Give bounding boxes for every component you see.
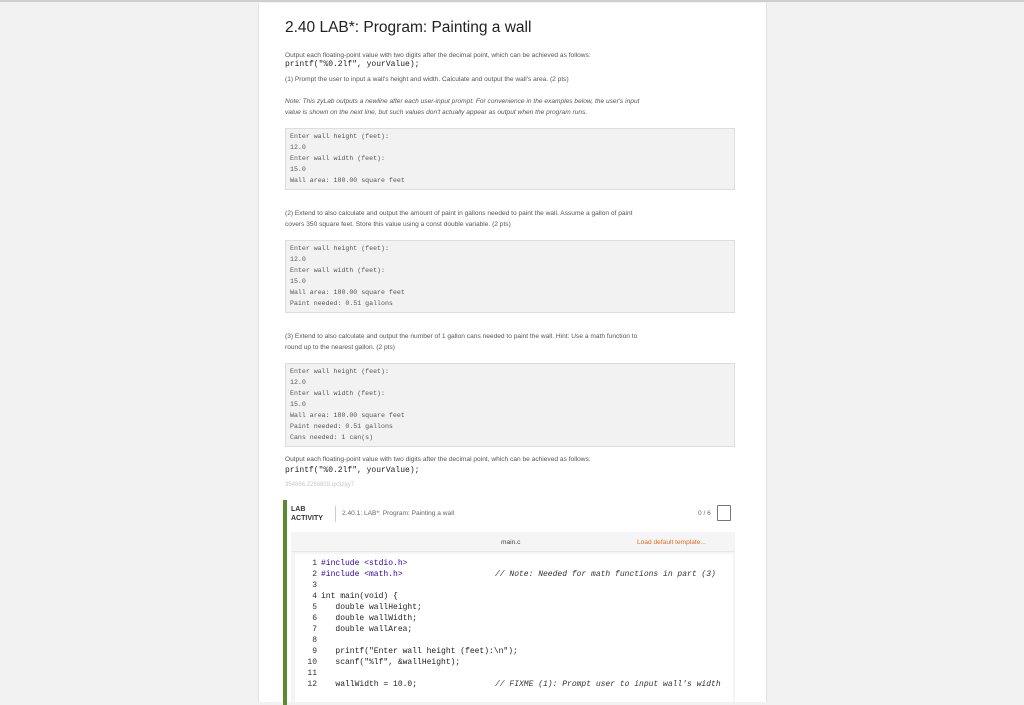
reference-id: 354866.2266828.qx3zqy7 <box>285 482 355 488</box>
line-number: 6 <box>312 614 317 623</box>
lab-tag-line2: ACTIVITY <box>291 515 323 522</box>
example-line: Paint needed: 0.51 gallons <box>290 300 393 307</box>
part2-line1: (2) Extend to also calculate and output the amount of paint in gallons needed to paint the wall. Assume a gallon of paint <box>285 210 633 217</box>
example-line: Wall area: 180.00 square feet <box>290 412 405 419</box>
outro-code: printf("%0.2lf", yourValue); <box>285 466 420 475</box>
example-output-1 <box>285 128 735 190</box>
line-number: 2 <box>312 570 317 579</box>
code-line: double wallArea; <box>321 625 413 634</box>
example-line: Cans needed: 1 can(s) <box>290 434 374 441</box>
code-line: wallWidth = 10.0; <box>321 680 418 689</box>
intro-code: printf("%0.2lf", yourValue); <box>285 60 420 69</box>
line-number: 11 <box>307 669 317 678</box>
outro-text: Output each floating-point value with two digits after the decimal point, which can be achieved as follows: <box>285 456 591 463</box>
example-line: Enter wall height (feet): <box>290 133 389 140</box>
code-line: double wallWidth; <box>321 614 418 623</box>
example-line: 15.0 <box>290 278 306 285</box>
line-number: 5 <box>312 603 317 612</box>
example-line: 15.0 <box>290 166 306 173</box>
note-line1: Note: This zyLab outputs a newline after each user-input prompt. For convenience in the examples below, the user's input <box>285 98 640 105</box>
part1-text: (1) Prompt the user to input a wall's height and width. Calculate and output the wall's area. (2 pts) <box>285 76 569 83</box>
line-number: 1 <box>312 559 317 568</box>
example-output-2 <box>285 240 735 313</box>
editor-tab-bar <box>291 532 735 552</box>
code-editor <box>291 532 735 702</box>
example-line: Enter wall width (feet): <box>290 267 385 274</box>
score-text: 0 / 6 <box>698 510 711 517</box>
line-number: 4 <box>312 592 317 601</box>
example-line: Enter wall width (feet): <box>290 155 385 162</box>
code-comment: // Note: Needed for math functions in part (3) <box>495 570 716 579</box>
example-line: Enter wall height (feet): <box>290 245 389 252</box>
code-line: double wallHeight; <box>321 603 422 612</box>
note-line2: value is shown on the next line, but such values don't actually appear as output when the program runs. <box>285 109 588 116</box>
code-comment: // FIXME (1): Prompt user to input wall's width <box>495 680 721 689</box>
line-number: 8 <box>312 636 317 645</box>
top-divider <box>0 0 1024 2</box>
code-area[interactable] <box>295 554 733 702</box>
example-line: 15.0 <box>290 401 306 408</box>
code-line: printf("Enter wall height (feet):\n"); <box>321 647 518 656</box>
example-line: 12.0 <box>290 379 306 386</box>
page-title: 2.40 LAB*: Program: Painting a wall <box>285 19 532 36</box>
part3-line2: round up to the nearest gallon. (2 pts) <box>285 344 395 351</box>
load-default-template-link[interactable]: Load default template... <box>637 539 706 546</box>
line-number: 12 <box>307 680 317 689</box>
intro-text: Output each floating-point value with two digits after the decimal point, which can be achieved as follows: <box>285 52 591 59</box>
example-line: Paint needed: 0.51 gallons <box>290 423 393 430</box>
lab-header <box>287 500 741 526</box>
completion-checkbox <box>717 505 731 521</box>
part2-line2: covers 350 square feet. Store this value using a const double variable. (2 pts) <box>285 221 511 228</box>
part3-line1: (3) Extend to also calculate and output the number of 1 gallon cans needed to paint the wall. Hint: Use a math function to <box>285 333 638 340</box>
line-number: 7 <box>312 625 317 634</box>
example-line: Wall area: 180.00 square feet <box>290 289 405 296</box>
line-number: 3 <box>312 581 317 590</box>
header-divider <box>335 506 336 522</box>
file-tab-main-c[interactable]: main.c <box>501 539 521 546</box>
example-line: 12.0 <box>290 256 306 263</box>
example-line: 12.0 <box>290 144 306 151</box>
line-number: 10 <box>307 658 317 667</box>
example-line: Enter wall width (feet): <box>290 390 385 397</box>
line-number: 9 <box>312 647 317 656</box>
code-line: int main(void) { <box>321 592 398 601</box>
lab-tag-line1: LAB <box>291 506 306 513</box>
content-page <box>258 3 767 702</box>
lab-title: 2.40.1: LAB*: Program: Painting a wall <box>342 510 455 517</box>
code-line: #include <math.h> <box>321 570 403 579</box>
lab-activity <box>283 500 745 705</box>
lab-activity-tag <box>291 505 323 523</box>
code-line: #include <stdio.h> <box>321 559 408 568</box>
example-line: Enter wall height (feet): <box>290 368 389 375</box>
example-output-3 <box>285 363 735 447</box>
code-line: scanf("%lf", &wallHeight); <box>321 658 461 667</box>
example-line: Wall area: 180.00 square feet <box>290 177 405 184</box>
